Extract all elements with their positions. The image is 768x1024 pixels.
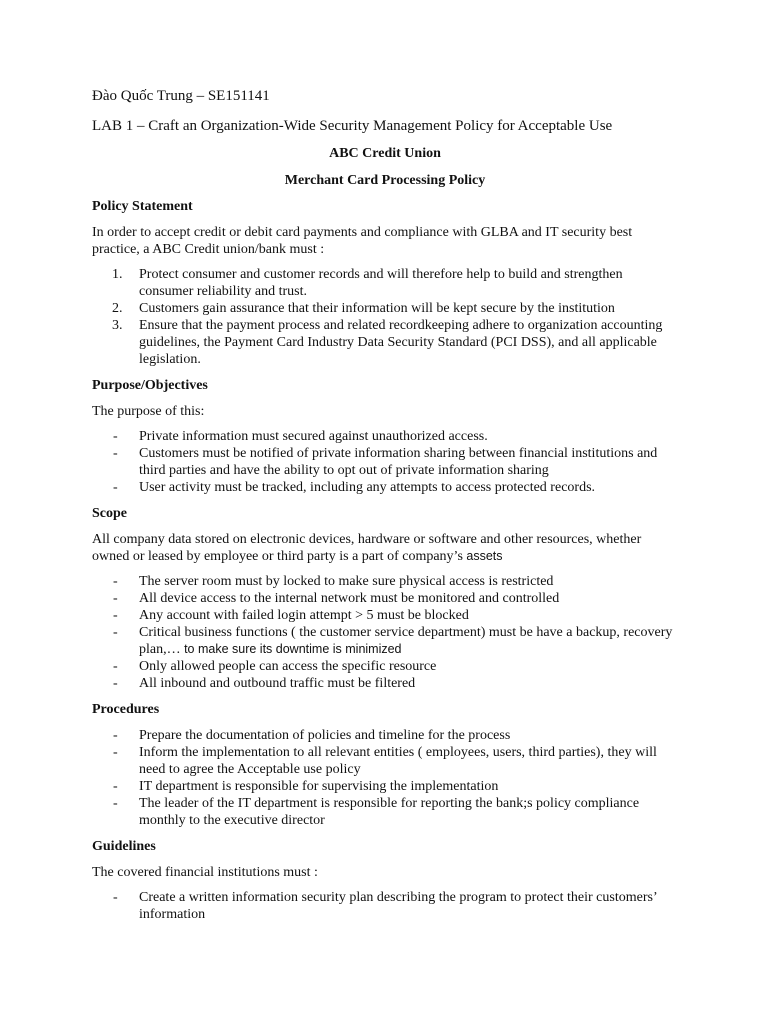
author-line: Đào Quốc Trung – SE151141 — [92, 88, 270, 104]
lab-title: LAB 1 – Craft an Organization-Wide Security Management Policy for Acceptable Use — [92, 118, 613, 134]
list-item-text: Only allowed people can access the specific resource — [139, 659, 437, 674]
list-item — [92, 658, 678, 675]
list-number: 3. — [112, 318, 123, 333]
policy-statement-heading: Policy Statement — [92, 199, 193, 214]
list-item — [92, 573, 678, 590]
purpose-list — [92, 428, 678, 496]
procedures-heading: Procedures — [92, 702, 160, 717]
list-item — [92, 445, 678, 479]
list-dash: - — [113, 591, 118, 606]
list-dash: - — [113, 446, 118, 461]
list-dash: - — [113, 676, 118, 691]
list-item-text: The leader of the IT department is responsible for reporting the bank;s policy compliance monthly to the executive director — [139, 796, 640, 828]
policy-statement-list — [92, 266, 678, 368]
list-item — [92, 744, 678, 778]
guidelines-heading: Guidelines — [92, 839, 156, 854]
organization-name: ABC Credit Union — [329, 146, 441, 161]
list-dash: - — [113, 608, 118, 623]
list-item-text: Prepare the documentation of policies and timeline for the process — [139, 728, 511, 743]
purpose-intro: The purpose of this: — [92, 404, 205, 419]
list-item-text: The server room must by locked to make sure physical access is restricted — [139, 574, 554, 589]
list-item — [92, 317, 678, 368]
list-item-text: IT department is responsible for supervising the implementation — [139, 779, 499, 794]
list-item — [92, 479, 678, 496]
document-title: Merchant Card Processing Policy — [284, 173, 486, 188]
list-dash: - — [113, 429, 118, 444]
list-item-text: Customers gain assurance that their information will be kept secure by the institution — [139, 301, 615, 316]
list-dash: - — [113, 890, 118, 905]
list-item-text: Inform the implementation to all relevant entities ( employees, users, third parties), they will need to agree the Acceptable use policy — [139, 745, 657, 777]
list-dash: - — [113, 625, 118, 640]
guidelines-list — [92, 889, 678, 923]
list-item-text: Private information must secured against unauthorized access. — [139, 429, 488, 444]
list-dash: - — [113, 480, 118, 495]
list-item-text: User activity must be tracked, including any attempts to access protected records. — [139, 480, 596, 495]
list-item — [92, 428, 678, 445]
list-item-text: Create a written information security plan describing the program to protect their customers’ information — [139, 890, 657, 922]
list-number: 2. — [112, 301, 123, 316]
list-dash: - — [113, 745, 118, 760]
list-dash: - — [113, 659, 118, 674]
list-item-text: All device access to the internal network must be monitored and controlled — [139, 591, 560, 606]
list-dash: - — [113, 779, 118, 794]
list-item — [92, 675, 678, 692]
list-item — [92, 795, 678, 829]
scope-list — [92, 573, 678, 692]
scope-intro — [92, 531, 678, 565]
list-item — [92, 727, 678, 744]
list-number: 1. — [112, 267, 123, 282]
list-item-text: Customers must be notified of private information sharing between financial institutions and third parties and have the ability to opt out of private information sharing — [139, 446, 658, 478]
list-dash: - — [113, 796, 118, 811]
list-item-tail: to make sure its downtime is minimized — [180, 642, 402, 656]
list-item-text: Ensure that the payment process and related recordkeeping adhere to organization accounting guidelines, the Payment Card Industry Data Security Standard (PCI DSS), and all applicable legislation. — [139, 318, 663, 367]
list-item-text: Protect consumer and customer records and will therefore help to build and strengthen consumer reliability and trust. — [139, 267, 623, 299]
list-item-text: All inbound and outbound traffic must be filtered — [139, 676, 416, 691]
list-dash: - — [113, 574, 118, 589]
list-item — [92, 266, 678, 300]
list-item — [92, 607, 678, 624]
policy-statement-intro: In order to accept credit or debit card payments and compliance with GLBA and IT security best practice, a ABC Credit union/bank must : — [92, 225, 633, 257]
list-item-text: Any account with failed login attempt > 5 must be blocked — [139, 608, 469, 623]
list-dash: - — [113, 728, 118, 743]
list-item — [92, 590, 678, 607]
list-item — [92, 624, 678, 658]
procedures-list — [92, 727, 678, 829]
scope-intro-tail: assets — [462, 549, 503, 563]
scope-heading: Scope — [92, 506, 127, 521]
list-item — [92, 889, 678, 923]
list-item — [92, 300, 678, 317]
purpose-heading: Purpose/Objectives — [92, 378, 208, 393]
scope-intro-text: All company data stored on electronic devices, hardware or software and other resources, whether owned or leased by employee or third party is a part of company’s — [92, 532, 642, 564]
list-item-text: Critical business functions ( the customer service department) must be have a backup, recovery plan,… — [139, 625, 673, 657]
guidelines-intro: The covered financial institutions must : — [92, 865, 318, 880]
list-item — [92, 778, 678, 795]
